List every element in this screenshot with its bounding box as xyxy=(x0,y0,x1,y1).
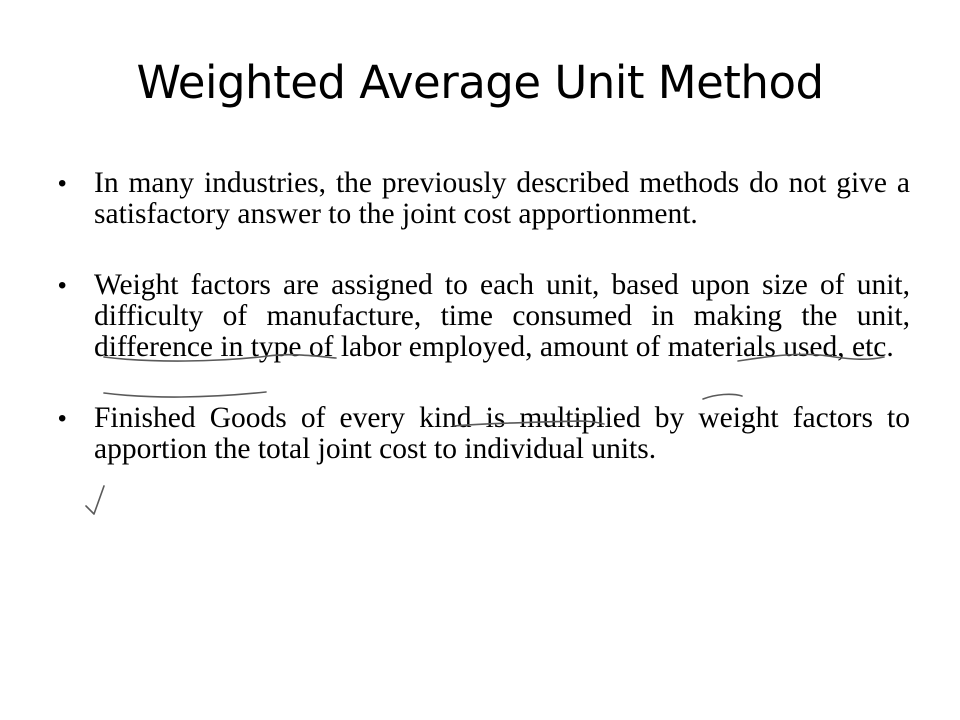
bullet-dot-icon: • xyxy=(58,405,67,432)
bullet-text: Weight factors are assigned to each unit, based upon size of unit, difficulty of manufacture, time consumed in making the unit, difference in type of labor employed, amount of materials used, etc. xyxy=(94,269,910,363)
bullet-item xyxy=(58,270,910,363)
bullet-dot-icon: • xyxy=(58,170,67,197)
bullet-item xyxy=(58,168,910,230)
bullet-dot-icon: • xyxy=(58,272,67,299)
bullet-text: Finished Goods of every kind is multiplied by weight factors to apportion the total joint cost to individual units. xyxy=(94,402,910,465)
bullet-text: In many industries, the previously described methods do not give a satisfactory answer to the joint cost apportionment. xyxy=(94,167,910,230)
bullet-list xyxy=(58,168,910,505)
bullet-item xyxy=(58,403,910,465)
slide-title: Weighted Average Unit Method xyxy=(136,56,824,109)
